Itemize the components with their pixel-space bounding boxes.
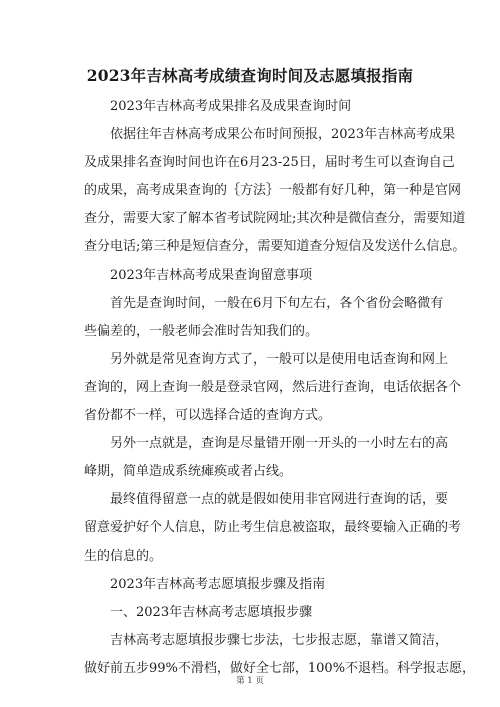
text-line: 一、2023年吉林高考志愿填报步骤 [110, 604, 313, 620]
text-line: 生的信息的。 [84, 548, 163, 564]
text-line: 另外就是常见查询方式了，一般可以是使用电话查询和网上 [110, 351, 449, 367]
paragraph [84, 121, 466, 261]
text-line: 查询的，网上查询一般是登录官网，然后进行查询，电话依据各个 [84, 379, 462, 395]
section-heading-volunteer [84, 571, 416, 599]
text-line: 吉林高考志愿填报步骤七步法，七步报志愿，靠谱又简洁， [110, 632, 449, 648]
text-line: 些偏差的，一般老师会准时告知我们的。 [84, 323, 319, 339]
text-line: 省份都不一样，可以选择合适的查询方式。 [84, 408, 332, 424]
text-line: 的成果，高考成果查询的｛方法｝一般都有好几种，第一种是官网 [84, 183, 462, 199]
text-line: 及成果排名查询时间也许在6月23-25日，届时考生可以查询自己 [84, 155, 455, 171]
text-line: 另外一点就是，查询是尽量错开刚一开头的一小时左右的高 [110, 436, 449, 452]
subsection-heading [84, 599, 416, 627]
page-number: 第 1 页 [236, 676, 264, 686]
text-line: 峰期，简单造成系统瘫痪或者占线。 [84, 464, 293, 480]
document-title: 2023年吉林高考成绩查询时间及志愿填报指南 [86, 66, 414, 85]
paragraph [84, 290, 444, 346]
text-line: 查分电话;第三种是短信查分，需要知道查分短信及发送什么信息。 [84, 239, 466, 255]
section-heading-ranking [84, 93, 416, 121]
text-line: 做好前五步99%不滑档，做好全七部，100%不退档。科学报志愿， [84, 660, 476, 676]
text-line: 2023年吉林高考成果排名及成果查询时间 [110, 99, 352, 114]
document-body [84, 93, 476, 683]
text-line: 2023年吉林高考成果查询留意事项 [110, 267, 313, 283]
section-heading-notes [84, 262, 416, 290]
text-line: 留意爱护好个人信息，防止考生信息被盗取，最终要输入正确的考 [84, 520, 462, 536]
text-line: 最终值得留意一点的就是假如使用非官网进行查询的话，要 [110, 492, 449, 508]
paragraph [84, 346, 462, 430]
text-line: 2023年吉林高考志愿填报步骤及指南 [110, 576, 326, 592]
text-line: 依据往年吉林高考成果公布时间预报，2023年吉林高考成果 [110, 127, 456, 143]
paragraph [84, 430, 449, 486]
text-line: 首先是查询时间，一般在6月下旬左右，各个省份会略微有 [110, 295, 444, 311]
paragraph [84, 486, 462, 570]
text-line: 查分，需要大家了解本省考试院网址;其次种是微信查分，需要知道 [84, 211, 466, 227]
